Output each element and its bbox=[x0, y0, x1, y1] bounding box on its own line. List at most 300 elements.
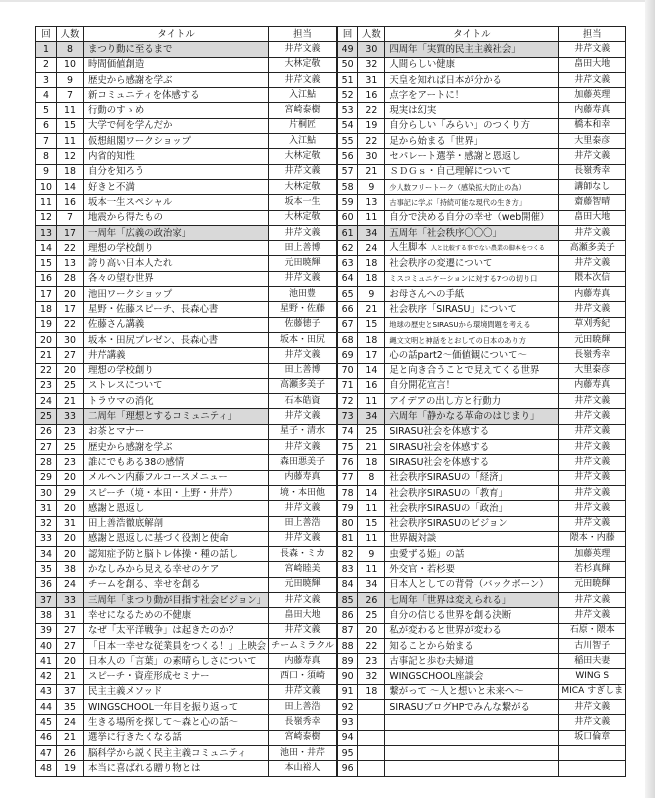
attendee-count: 14 bbox=[358, 363, 385, 378]
session-title bbox=[385, 638, 559, 653]
session-title-text: ストレスについて bbox=[88, 380, 163, 392]
session-number: 27 bbox=[36, 440, 57, 455]
attendee-count: 11 bbox=[358, 394, 385, 409]
presenter-name: 草刈秀紀 bbox=[559, 317, 626, 332]
attendee-count: 11 bbox=[358, 501, 385, 516]
session-title bbox=[84, 42, 269, 57]
session-number: 87 bbox=[337, 623, 358, 638]
presenter-name: 講師なし bbox=[559, 179, 626, 194]
session-number: 59 bbox=[337, 195, 358, 210]
header-title: タイトル bbox=[385, 27, 559, 42]
attendee-count: 12 bbox=[57, 149, 84, 164]
table-row bbox=[36, 745, 626, 760]
session-title bbox=[385, 745, 559, 760]
presenter-name: 井芹文義 bbox=[269, 501, 337, 516]
session-title bbox=[385, 332, 559, 347]
session-title bbox=[84, 455, 269, 470]
attendee-count: 16 bbox=[358, 88, 385, 103]
attendee-count: 30 bbox=[358, 149, 385, 164]
session-title-text: 仮想組閣ワークショップ bbox=[88, 135, 191, 147]
session-number: 36 bbox=[36, 577, 57, 592]
presenter-name: 井芹文義 bbox=[269, 531, 337, 546]
attendee-count: 21 bbox=[358, 164, 385, 179]
attendee-count: 10 bbox=[57, 57, 84, 72]
session-title bbox=[385, 317, 559, 332]
session-title bbox=[84, 592, 269, 607]
session-title-text: 外交官・若杉要 bbox=[389, 564, 456, 576]
session-title-text: ミスコミュニケーションに対する7つの切り口 bbox=[389, 274, 538, 284]
session-title bbox=[385, 103, 559, 118]
session-title-note: 人と比較する事でない農業の脚本をつくる bbox=[430, 245, 545, 253]
session-title bbox=[84, 287, 269, 302]
session-title-text: 誇り高い日本人たれ bbox=[88, 258, 173, 270]
attendee-count: 9 bbox=[358, 287, 385, 302]
session-title bbox=[84, 179, 269, 194]
attendee-count bbox=[358, 700, 385, 715]
presenter-name: 宮崎泰樹 bbox=[269, 730, 337, 745]
session-number: 30 bbox=[36, 485, 57, 500]
session-title bbox=[84, 577, 269, 592]
attendee-count: 11 bbox=[358, 531, 385, 546]
lecture-list-table bbox=[35, 26, 626, 777]
session-title-text: 時間価値創造 bbox=[88, 59, 145, 71]
session-title-text: 社会秩序SIRASUのビジョン bbox=[389, 518, 508, 530]
session-number: 7 bbox=[36, 134, 57, 149]
session-title-text: 新コミュニティを体感する bbox=[88, 89, 200, 101]
session-title-text: 縄文文明と神話をとおしての日本のあり方 bbox=[389, 335, 526, 345]
session-title bbox=[385, 715, 559, 730]
presenter-name: 井芹文義 bbox=[269, 592, 337, 607]
session-title bbox=[84, 164, 269, 179]
session-title-text: 二周年「理想とするコミュニティ」 bbox=[88, 411, 238, 423]
session-title-text: 人間らしい健康 bbox=[389, 59, 456, 71]
presenter-name: 畠田大地 bbox=[559, 57, 626, 72]
presenter-name: 井芹文義 bbox=[269, 225, 337, 240]
session-title bbox=[84, 638, 269, 653]
session-title-text: 認知症予防と脳トレ体操・種の話し bbox=[88, 548, 239, 560]
session-title-text: 五周年「社会秩序〇〇〇」 bbox=[389, 227, 502, 239]
session-title-text: SIRASU社会を体感する bbox=[389, 456, 490, 468]
session-number: 76 bbox=[337, 455, 358, 470]
session-title-text: セパレート選挙・感謝と恩返し bbox=[389, 151, 521, 163]
session-number: 45 bbox=[36, 715, 57, 730]
presenter-name: 入江鮎 bbox=[269, 134, 337, 149]
table-row bbox=[36, 271, 626, 286]
session-number: 54 bbox=[337, 118, 358, 133]
table-row bbox=[36, 348, 626, 363]
session-title-text: お茶とマナー bbox=[88, 426, 145, 438]
session-title-text: 点字をアートに！ bbox=[389, 89, 465, 101]
attendee-count: 30 bbox=[358, 42, 385, 57]
presenter-name bbox=[559, 761, 626, 776]
attendee-count: 22 bbox=[358, 103, 385, 118]
session-title bbox=[84, 317, 269, 332]
session-title-text: 星野・佐藤スピーチ、長森心書 bbox=[88, 303, 219, 315]
session-number: 57 bbox=[337, 164, 358, 179]
table-row bbox=[36, 179, 626, 194]
session-number: 64 bbox=[337, 271, 358, 286]
session-number: 70 bbox=[337, 363, 358, 378]
table-row bbox=[36, 88, 626, 103]
attendee-count: 25 bbox=[57, 440, 84, 455]
attendee-count: 8 bbox=[358, 470, 385, 485]
session-title-text: 「日本一幸せな従業員をつくる！」上映会 bbox=[88, 640, 267, 652]
attendee-count: 25 bbox=[358, 608, 385, 623]
attendee-count: 37 bbox=[57, 684, 84, 699]
session-title bbox=[385, 149, 559, 164]
session-title-text: なぜ「太平洋戦争」は起きたのか？ bbox=[88, 625, 239, 637]
session-title-text: 幸せになるための不健康 bbox=[88, 609, 192, 621]
session-number: 86 bbox=[337, 608, 358, 623]
session-number: 78 bbox=[337, 485, 358, 500]
session-title bbox=[385, 271, 559, 286]
presenter-name: 宮崎睦美 bbox=[269, 562, 337, 577]
presenter-name: 大林定敬 bbox=[269, 210, 337, 225]
presenter-name: 入江鮎 bbox=[269, 88, 337, 103]
presenter-name: 稲田夫妻 bbox=[559, 654, 626, 669]
session-title-text: 自分開花宣言！ bbox=[389, 380, 456, 392]
attendee-count: 33 bbox=[57, 592, 84, 607]
session-title-text: SIRASUブログHPでみんな繋がる bbox=[389, 701, 530, 713]
session-title bbox=[84, 271, 269, 286]
session-number: 69 bbox=[337, 348, 358, 363]
presenter-name: 森田悪美子 bbox=[269, 455, 337, 470]
table-row bbox=[36, 332, 626, 347]
presenter-name: 隈本次信 bbox=[559, 271, 626, 286]
attendee-count: 18 bbox=[358, 256, 385, 271]
attendee-count: 9 bbox=[358, 547, 385, 562]
session-title bbox=[84, 210, 269, 225]
attendee-count: 38 bbox=[57, 562, 84, 577]
session-title bbox=[385, 516, 559, 531]
presenter-name: 井芹文義 bbox=[269, 440, 337, 455]
session-number: 32 bbox=[36, 516, 57, 531]
session-title-text: 心の話part2～価値観について～ bbox=[389, 349, 527, 361]
session-title bbox=[385, 654, 559, 669]
session-number: 15 bbox=[36, 256, 57, 271]
presenter-name: 橋本和幸 bbox=[559, 118, 626, 133]
presenter-name: 大林定敬 bbox=[269, 179, 337, 194]
session-title-text: 社会秩序「SIRASU」について bbox=[389, 303, 518, 315]
attendee-count: 24 bbox=[358, 241, 385, 256]
session-title-text: 坂本・田尻プレゼン、長森心書 bbox=[88, 334, 219, 346]
session-title-text: チームを創る、幸せを創る bbox=[88, 579, 201, 591]
session-title bbox=[385, 195, 559, 210]
table-body bbox=[36, 42, 626, 776]
session-title bbox=[84, 562, 269, 577]
session-title-text: 歴史から感謝を学ぶ bbox=[88, 74, 173, 86]
session-title bbox=[84, 241, 269, 256]
attendee-count: 31 bbox=[57, 516, 84, 531]
table-row bbox=[36, 761, 626, 776]
session-number: 26 bbox=[36, 424, 57, 439]
session-number: 44 bbox=[36, 700, 57, 715]
session-title-text: 六周年「静かなる革命のはじまり」 bbox=[389, 411, 540, 423]
session-title-text: 知ることから始まる bbox=[389, 640, 474, 652]
presenter-name: 片桐匠 bbox=[269, 118, 337, 133]
presenter-name: 内藤寿真 bbox=[559, 287, 626, 302]
presenter-name: 隈本・内藤 bbox=[559, 531, 626, 546]
session-number: 28 bbox=[36, 455, 57, 470]
table-row bbox=[36, 440, 626, 455]
session-number: 16 bbox=[36, 271, 57, 286]
session-number: 35 bbox=[36, 562, 57, 577]
presenter-name: 元田暁輝 bbox=[559, 577, 626, 592]
session-title bbox=[385, 241, 559, 256]
session-title bbox=[84, 761, 269, 776]
attendee-count: 24 bbox=[57, 715, 84, 730]
presenter-name: 元田暁輝 bbox=[269, 577, 337, 592]
table-row bbox=[36, 577, 626, 592]
session-title bbox=[385, 485, 559, 500]
attendee-count: 21 bbox=[57, 669, 84, 684]
session-title-text: 日本人の「言葉」の素晴らしさについて bbox=[88, 655, 257, 667]
table-row bbox=[36, 684, 626, 699]
header-title: タイトル bbox=[84, 27, 269, 42]
presenter-name: 井芹文義 bbox=[269, 623, 337, 638]
presenter-name: 池田・井芹 bbox=[269, 745, 337, 760]
presenter-name: 井芹文義 bbox=[559, 455, 626, 470]
presenter-name: 大里泰彦 bbox=[559, 363, 626, 378]
attendee-count: 28 bbox=[57, 271, 84, 286]
presenter-name: 井芹文義 bbox=[559, 715, 626, 730]
attendee-count bbox=[358, 730, 385, 745]
session-title-text: 私が変わると世界が変わる bbox=[389, 625, 502, 637]
header-count: 人数 bbox=[57, 27, 84, 42]
session-title bbox=[385, 363, 559, 378]
presenter-name: 井芹文義 bbox=[559, 72, 626, 87]
session-title bbox=[84, 516, 269, 531]
attendee-count: 23 bbox=[57, 424, 84, 439]
session-number: 33 bbox=[36, 531, 57, 546]
session-number: 14 bbox=[36, 241, 57, 256]
session-number: 80 bbox=[337, 516, 358, 531]
session-title-text: 繋がって ～人と想いと未来へ～ bbox=[389, 686, 524, 698]
attendee-count: 29 bbox=[57, 485, 84, 500]
session-title-text: 誰にでもある38の感情 bbox=[88, 456, 185, 468]
session-number: 74 bbox=[337, 424, 358, 439]
session-number: 66 bbox=[337, 302, 358, 317]
header-no: 回 bbox=[337, 27, 358, 42]
table-row bbox=[36, 118, 626, 133]
attendee-count: 21 bbox=[57, 730, 84, 745]
session-title bbox=[385, 378, 559, 393]
session-number: 9 bbox=[36, 164, 57, 179]
session-title-text: 坂本一生スペシャル bbox=[88, 196, 173, 208]
table-row bbox=[36, 42, 626, 57]
presenter-name: WING S bbox=[559, 669, 626, 684]
session-title bbox=[84, 531, 269, 546]
session-title bbox=[385, 302, 559, 317]
attendee-count: 16 bbox=[358, 378, 385, 393]
session-number: 19 bbox=[36, 317, 57, 332]
session-number: 42 bbox=[36, 669, 57, 684]
session-number: 37 bbox=[36, 592, 57, 607]
session-title bbox=[84, 501, 269, 516]
session-title-text: 古事記に学ぶ「持続可能な現代の生き方」 bbox=[389, 197, 526, 207]
session-number: 38 bbox=[36, 608, 57, 623]
presenter-name: 井芹文義 bbox=[559, 394, 626, 409]
session-title bbox=[385, 424, 559, 439]
session-title bbox=[84, 409, 269, 424]
session-title bbox=[84, 700, 269, 715]
attendee-count bbox=[358, 761, 385, 776]
presenter-name: 井芹文義 bbox=[559, 470, 626, 485]
session-title bbox=[385, 164, 559, 179]
presenter-name: 井芹文義 bbox=[559, 700, 626, 715]
presenter-name: 田上善浩 bbox=[269, 516, 337, 531]
session-number: 93 bbox=[337, 715, 358, 730]
session-title bbox=[385, 608, 559, 623]
attendee-count: 34 bbox=[358, 577, 385, 592]
session-title bbox=[84, 302, 269, 317]
attendee-count: 31 bbox=[358, 72, 385, 87]
table-row bbox=[36, 241, 626, 256]
presenter-name: 高瀬多美子 bbox=[559, 241, 626, 256]
session-title bbox=[385, 730, 559, 745]
session-number: 31 bbox=[36, 501, 57, 516]
session-title-text: 自分の信じる世界を創る決断 bbox=[389, 609, 512, 621]
page-shadow bbox=[645, 0, 655, 798]
session-title-text: アイデアの出し方と行動力 bbox=[389, 395, 502, 407]
session-title-text: 社会秩序SIRASUの「政治」 bbox=[389, 502, 508, 514]
session-number: 84 bbox=[337, 577, 358, 592]
attendee-count: 27 bbox=[57, 638, 84, 653]
attendee-count: 23 bbox=[358, 654, 385, 669]
session-number: 68 bbox=[337, 332, 358, 347]
session-title bbox=[385, 394, 559, 409]
session-title-text: 内省的知性 bbox=[88, 151, 135, 163]
session-title bbox=[84, 225, 269, 240]
session-title bbox=[385, 669, 559, 684]
session-number: 85 bbox=[337, 592, 358, 607]
session-title-text: WINGSCHOOL一年目を振り返って bbox=[88, 701, 239, 713]
session-number: 63 bbox=[337, 256, 358, 271]
presenter-name: 長森・ミカ bbox=[269, 547, 337, 562]
attendee-count: 17 bbox=[57, 225, 84, 240]
presenter-name: 田上善浩 bbox=[269, 700, 337, 715]
session-title bbox=[385, 57, 559, 72]
attendee-count: 9 bbox=[57, 72, 84, 87]
table-row bbox=[36, 485, 626, 500]
presenter-name: 田上善博 bbox=[269, 363, 337, 378]
session-title-text: メルヘン内藤フルコースメニュー bbox=[88, 472, 228, 484]
attendee-count: 26 bbox=[57, 745, 84, 760]
header-person: 担当 bbox=[269, 27, 337, 42]
table-row bbox=[36, 516, 626, 531]
session-title bbox=[84, 669, 269, 684]
session-title bbox=[385, 562, 559, 577]
session-number: 39 bbox=[36, 623, 57, 638]
session-title-text: スピーチ（境・本田・上野・井芹） bbox=[88, 487, 238, 499]
session-title bbox=[84, 654, 269, 669]
presenter-name: 高瀬多美子 bbox=[269, 378, 337, 393]
presenter-name: 田上善博 bbox=[269, 241, 337, 256]
table-row bbox=[36, 72, 626, 87]
presenter-name: 長嶺秀幸 bbox=[559, 348, 626, 363]
table-row bbox=[36, 654, 626, 669]
session-number: 12 bbox=[36, 210, 57, 225]
presenter-name: 内藤寿真 bbox=[559, 103, 626, 118]
attendee-count: 32 bbox=[358, 669, 385, 684]
session-title bbox=[385, 700, 559, 715]
session-number: 47 bbox=[36, 745, 57, 760]
attendee-count: 13 bbox=[57, 256, 84, 271]
session-title bbox=[84, 195, 269, 210]
presenter-name: 加藤英理 bbox=[559, 547, 626, 562]
attendee-count: 8 bbox=[57, 42, 84, 57]
presenter-name: 井芹文義 bbox=[559, 256, 626, 271]
attendee-count: 14 bbox=[358, 485, 385, 500]
presenter-name: 齋藤智晴 bbox=[559, 195, 626, 210]
attendee-count: 16 bbox=[57, 195, 84, 210]
table-row bbox=[36, 363, 626, 378]
table-row bbox=[36, 149, 626, 164]
session-title-text: 七周年「世界は変えられる」 bbox=[389, 594, 512, 606]
attendee-count: 15 bbox=[358, 516, 385, 531]
presenter-name: 元田暁輝 bbox=[559, 332, 626, 347]
page-edge bbox=[0, 0, 655, 2]
session-title-text: 佐藤さん講義 bbox=[88, 319, 145, 331]
attendee-count: 18 bbox=[358, 271, 385, 286]
table-header-row bbox=[36, 27, 626, 42]
session-number: 8 bbox=[36, 149, 57, 164]
session-title bbox=[84, 730, 269, 745]
attendee-count: 7 bbox=[57, 88, 84, 103]
session-title-text: 池田ワークショップ bbox=[88, 288, 173, 300]
attendee-count: 32 bbox=[358, 57, 385, 72]
header-person: 担当 bbox=[559, 27, 626, 42]
session-number: 96 bbox=[337, 761, 358, 776]
session-title bbox=[84, 103, 269, 118]
session-title bbox=[385, 256, 559, 271]
session-title-text: 行動のすゝめ bbox=[88, 105, 145, 117]
session-title-text: SIRASU社会を体感する bbox=[389, 426, 490, 438]
session-title bbox=[385, 592, 559, 607]
table-row bbox=[36, 317, 626, 332]
attendee-count: 18 bbox=[358, 332, 385, 347]
session-title-text: 人生脚本 bbox=[389, 242, 427, 254]
header-count: 人数 bbox=[358, 27, 385, 42]
session-title-text: 大学で何を学んだか bbox=[88, 120, 173, 132]
attendee-count: 17 bbox=[358, 348, 385, 363]
presenter-name: 井芹文義 bbox=[559, 42, 626, 57]
table-row bbox=[36, 531, 626, 546]
session-title bbox=[385, 179, 559, 194]
session-title-text: 自分を知ろう bbox=[88, 166, 145, 178]
presenter-name: チームミラクル bbox=[269, 638, 337, 653]
presenter-name: 内藤寿真 bbox=[559, 378, 626, 393]
session-number: 89 bbox=[337, 654, 358, 669]
session-title bbox=[84, 378, 269, 393]
table-row bbox=[36, 455, 626, 470]
presenter-name: 畠田大地 bbox=[559, 210, 626, 225]
session-title-text: 歴史から感謝を学ぶ bbox=[88, 441, 173, 453]
session-title-text: 感謝と恩返しに基づく役割と使命 bbox=[88, 533, 229, 545]
table-row bbox=[36, 134, 626, 149]
presenter-name: 井芹文義 bbox=[559, 608, 626, 623]
session-number: 83 bbox=[337, 562, 358, 577]
presenter-name: 坂本一生 bbox=[269, 195, 337, 210]
session-title-text: 田上善浩徹底解剖 bbox=[88, 518, 164, 530]
attendee-count: 25 bbox=[57, 378, 84, 393]
session-title-text: 自分で決める自分の幸せ（web開催） bbox=[389, 212, 550, 224]
session-number: 72 bbox=[337, 394, 358, 409]
session-title bbox=[385, 348, 559, 363]
presenter-name: 井芹文義 bbox=[269, 164, 337, 179]
presenter-name: 井芹文義 bbox=[559, 302, 626, 317]
presenter-name: 井芹文義 bbox=[559, 485, 626, 500]
